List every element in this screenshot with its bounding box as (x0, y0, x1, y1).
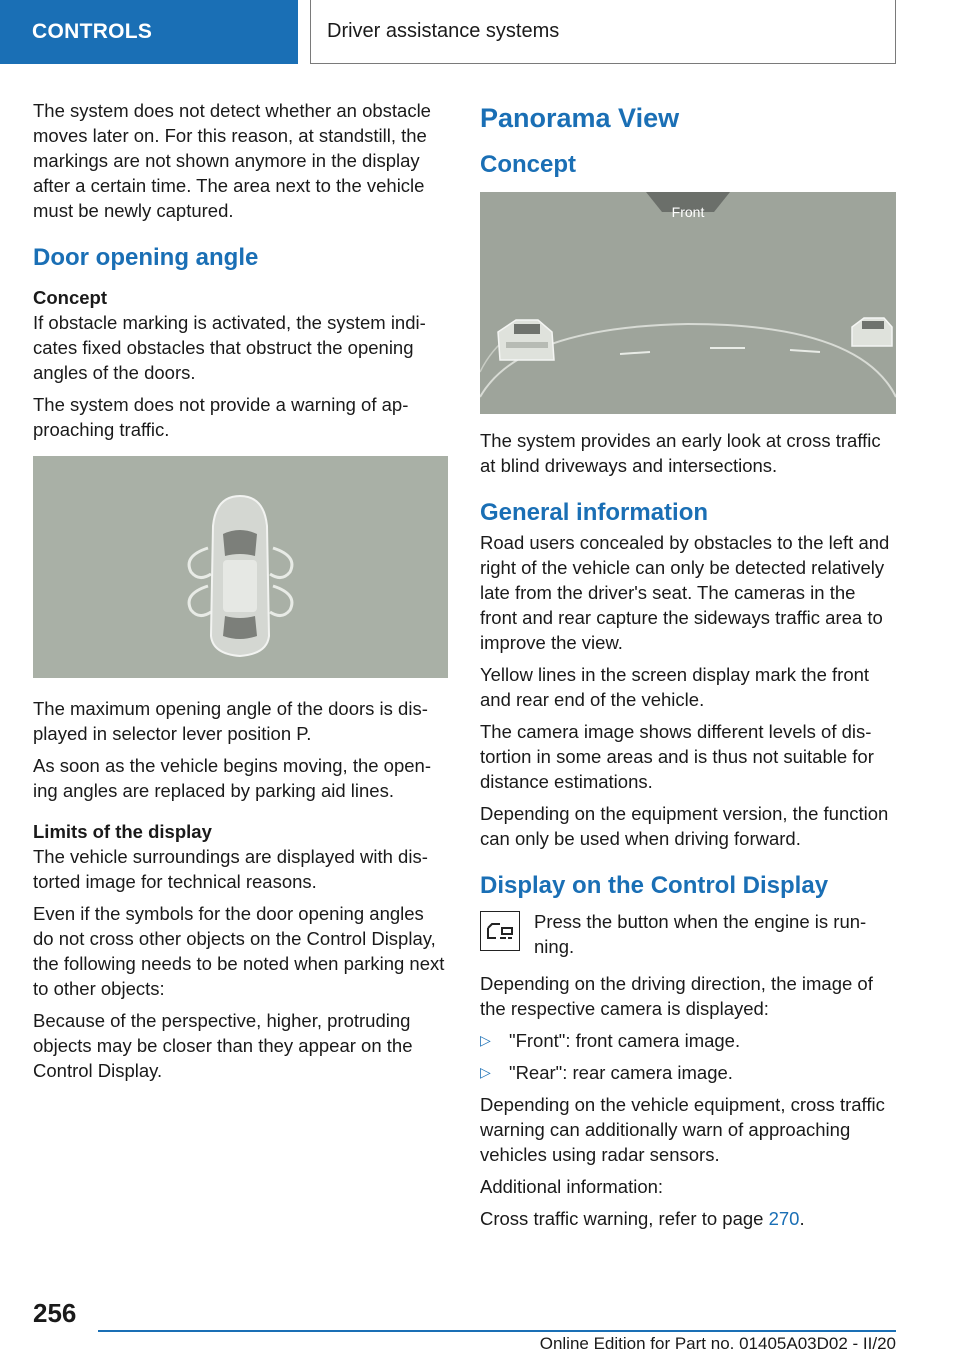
section-tab (0, 0, 298, 64)
chapter-header (310, 0, 896, 64)
section-label: CONTROLS (32, 20, 153, 43)
cross-reference (480, 1206, 896, 1231)
door-opening-heading: Door opening angle (33, 244, 259, 271)
camera-button-icon (480, 911, 520, 951)
list-item (480, 1028, 896, 1053)
general-paragraph-2: Yellow lines in the screen display mark the front and rear end of the vehicle. (480, 664, 870, 710)
front-view-label: Front (671, 204, 705, 220)
intro-paragraph: The system does not detect whether an obstacle moves later on. For this reason, at standstill, the markings are not shown anymore in the display after a certain time. The area next to the vehicle must be newly captured. (33, 100, 431, 221)
cross-reference-end: . (799, 1208, 805, 1229)
page-number: 256 (33, 1298, 77, 1328)
right-column (480, 98, 896, 1238)
triangle-bullet-icon: ▷ (480, 1032, 491, 1048)
limits-paragraph-2: Even if the symbols for the door opening angles do not cross other objects on the Control Display, the following needs to be noted when parking next to other objects: (33, 903, 445, 999)
general-paragraph-4: Depending on the equipment version, the function can only be used when driving forward. (480, 803, 889, 849)
left-column (33, 98, 448, 1090)
chapter-title: Driver assistance systems (327, 20, 560, 42)
display-paragraph-1: Depending on the driving direction, the image of the respective camera is displayed: (480, 973, 873, 1019)
list-item (480, 1060, 896, 1085)
general-paragraph-3: The camera image shows different levels of distortion in some areas and is thus not suitable for distance estimations. (480, 721, 874, 792)
list-item-text: "Front": front camera image. (509, 1030, 741, 1051)
panorama-view-figure (480, 192, 896, 414)
display-paragraph-2: Depending on the vehicle equipment, cross traffic warning can additionally warn of approaching vehicles using radar sensors. (480, 1094, 885, 1165)
general-information-heading: General information (480, 499, 709, 526)
general-paragraph-1: Road users concealed by obstacles to the left and right of the vehicle can only be detected relatively late from the driver's seat. The cameras in the front and rear capture the sideways traffic area to improve the view. (480, 532, 890, 653)
footer-divider (98, 1330, 896, 1332)
page-link[interactable]: 270 (768, 1208, 800, 1229)
after-figure-paragraph-1: The maximum opening angle of the doors is displayed in selector lever position P. (33, 698, 428, 744)
panorama-concept-paragraph: The system provides an early look at cross traffic at blind driveways and intersections. (480, 430, 881, 476)
limits-heading: Limits of the display (33, 821, 212, 842)
after-figure-paragraph-2: As soon as the vehicle begins moving, the opening angles are replaced by parking aid lines. (33, 755, 432, 801)
cross-reference-text: Cross traffic warning, refer to page (480, 1208, 769, 1229)
panorama-heading: Panorama View (480, 103, 680, 133)
triangle-bullet-icon: ▷ (480, 1064, 491, 1080)
limits-paragraph-1: The vehicle surroundings are displayed with distorted image for technical reasons. (33, 846, 428, 892)
limits-paragraph-3: Because of the perspective, higher, protruding objects may be closer than they appear on the Control Display. (33, 1010, 413, 1081)
display-heading: Display on the Control Display (480, 872, 829, 899)
button-instruction (480, 909, 896, 959)
list-item-text: "Rear": rear camera image. (509, 1062, 733, 1083)
concept-subheading: Concept (33, 287, 107, 308)
door-angle-figure (33, 456, 448, 678)
concept-paragraph-1: If obstacle marking is activated, the system indicates fixed obstacles that obstruct the opening angles of the doors. (33, 312, 426, 383)
button-instruction-text: Press the button when the engine is running. (534, 911, 867, 957)
edition-footer: Online Edition for Part no. 01405A03D02 - II/20 (539, 1334, 896, 1353)
panorama-concept-heading: Concept (480, 151, 576, 178)
concept-paragraph-2: The system does not provide a warning of approaching traffic. (33, 394, 409, 440)
additional-information: Additional information: (480, 1176, 664, 1197)
